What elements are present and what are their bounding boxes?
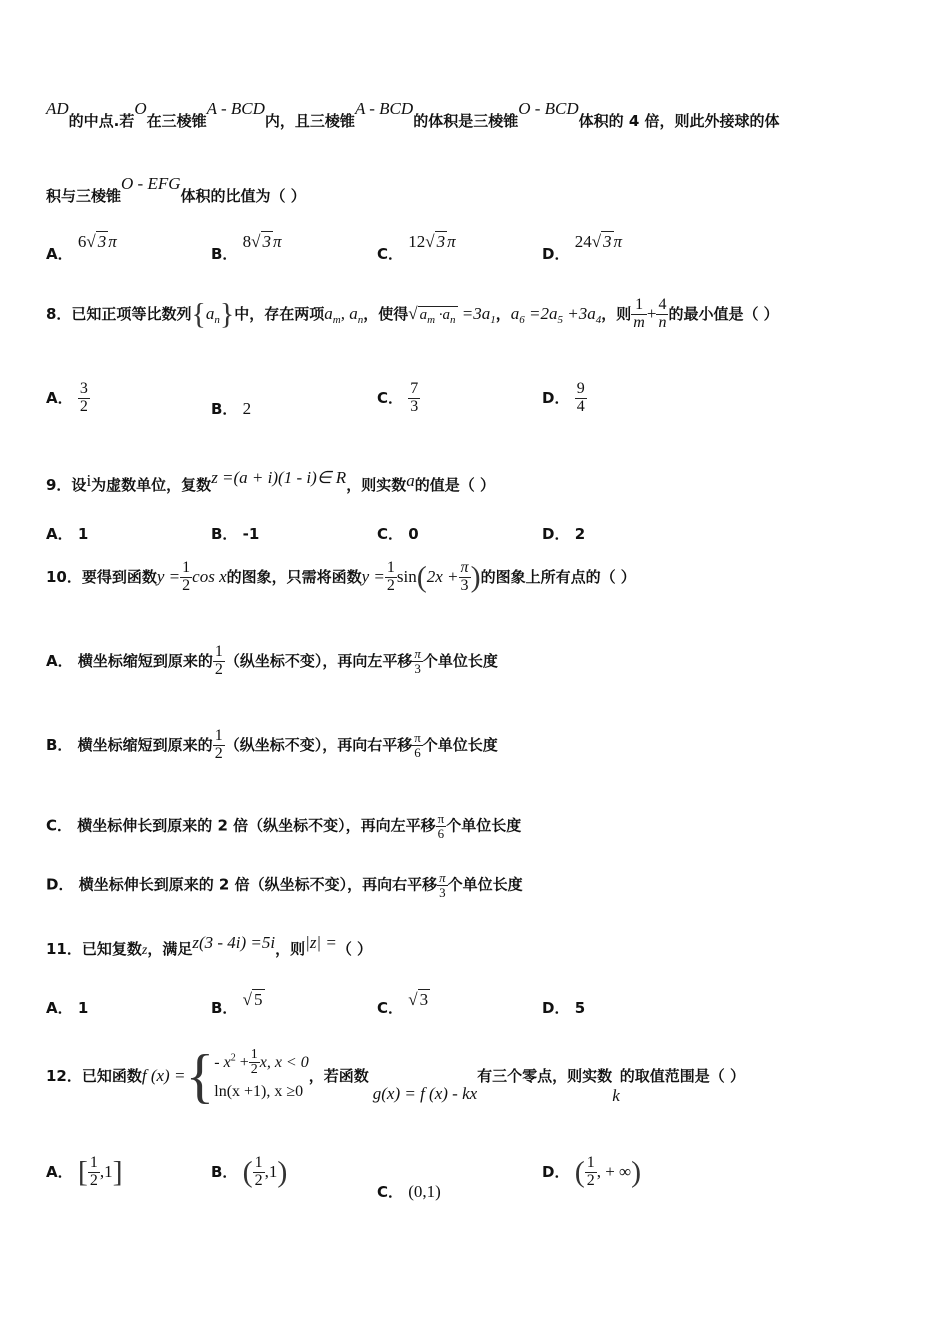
q7-option-c[interactable] xyxy=(377,232,456,264)
coef: 12 xyxy=(408,232,426,251)
q9-option-b[interactable] xyxy=(211,523,259,544)
denominator: 3 xyxy=(414,660,421,676)
option-value: √ 3 xyxy=(408,990,429,1009)
text: 10．要得到函数 xyxy=(46,567,157,586)
numerator: 1 xyxy=(586,1154,595,1171)
denominator: 2 xyxy=(89,1171,98,1189)
math-g: g(x) = f (x) - kx xyxy=(372,1084,478,1103)
fraction xyxy=(180,560,192,595)
q9-option-c[interactable] xyxy=(377,523,419,544)
radicand xyxy=(418,306,458,326)
numerator: 7 xyxy=(410,380,419,397)
option-value: (0,1) xyxy=(408,1182,441,1201)
math-oefg: O - EFG xyxy=(121,174,181,193)
option-value: -1 xyxy=(242,525,260,543)
math-sub: 4 xyxy=(595,313,602,326)
option-label: C． xyxy=(377,388,404,407)
pi: π xyxy=(108,232,117,251)
numerator: 1 xyxy=(214,643,223,660)
math: a xyxy=(510,303,520,323)
q10-stem xyxy=(46,560,636,595)
radicand: 3 xyxy=(97,232,107,251)
q12-option-a[interactable] xyxy=(46,1155,123,1190)
option-label: A． xyxy=(46,245,73,263)
bracket-right: ) xyxy=(277,1155,288,1189)
option-value: 5 xyxy=(574,999,586,1017)
math: f (x) = xyxy=(141,1066,186,1085)
fraction xyxy=(585,1155,597,1190)
option-value: √ 5 xyxy=(242,990,263,1009)
denominator: 2 xyxy=(250,1062,258,1078)
text: 横坐标伸长到原来的 2 倍（纵坐标不变），再向右平移 xyxy=(78,875,438,894)
fraction xyxy=(412,731,423,759)
option-value: 2 xyxy=(574,525,586,543)
option-label: A． xyxy=(46,525,73,543)
coef: 24 xyxy=(574,232,592,251)
math-z: z xyxy=(141,943,148,958)
option-label: A． xyxy=(46,651,73,670)
math: 2x + xyxy=(426,566,459,586)
option-label: B． xyxy=(211,245,238,263)
q8-option-d[interactable] xyxy=(542,381,587,416)
math-expr: z(3 - 4i) =5i xyxy=(192,933,276,952)
q11-option-b[interactable] xyxy=(211,990,265,1018)
option-label: B． xyxy=(211,999,238,1017)
q12-option-d[interactable] xyxy=(542,1155,641,1190)
numerator: 1 xyxy=(631,297,647,315)
denominator: 2 xyxy=(79,397,88,415)
numerator: 3 xyxy=(79,380,88,397)
math: ·a xyxy=(435,306,451,323)
denominator: n xyxy=(658,313,667,331)
denominator: 3 xyxy=(460,576,469,594)
text: ，则 xyxy=(275,940,306,958)
math-sub: 5 xyxy=(557,313,564,326)
option-label: A． xyxy=(46,1162,73,1181)
math-term: , a xyxy=(340,303,358,323)
text: 的图象，只需将函数 xyxy=(226,567,362,586)
q7-option-b[interactable] xyxy=(211,232,282,264)
text: 的中点.若 xyxy=(68,112,135,130)
text: 9．设 xyxy=(46,476,87,494)
text: 个单位长度 xyxy=(446,816,522,835)
bracket-left: [ xyxy=(77,1155,88,1189)
text: ， xyxy=(495,304,511,323)
paren-right: ) xyxy=(470,560,481,594)
fraction xyxy=(249,1048,260,1078)
denominator: 2 xyxy=(254,1171,263,1189)
numerator: 1 xyxy=(214,727,223,744)
numerator: π xyxy=(460,559,469,576)
option-label: C． xyxy=(377,525,404,543)
math: y = xyxy=(361,566,385,586)
fraction xyxy=(459,560,471,595)
q7-line2 xyxy=(46,174,306,206)
fraction xyxy=(631,297,647,332)
q11-option-a[interactable] xyxy=(46,997,88,1018)
option-label: B． xyxy=(211,400,238,418)
math-abcd: A - BCD xyxy=(206,99,265,118)
numerator: 9 xyxy=(576,380,585,397)
option-value: ,1 xyxy=(99,1161,113,1181)
fraction xyxy=(412,647,423,675)
q11-stem xyxy=(46,933,373,959)
q9-option-a[interactable] xyxy=(46,523,88,544)
fraction xyxy=(575,381,587,416)
text: 内，且三棱锥 xyxy=(264,112,355,130)
math-sub: m xyxy=(332,313,341,326)
numerator: π xyxy=(437,811,445,826)
q11-option-c[interactable] xyxy=(377,990,430,1018)
denominator: 2 xyxy=(182,576,191,594)
text: 的取值范围是（ ） xyxy=(619,1067,745,1085)
option-label: B． xyxy=(211,1162,238,1181)
math: a xyxy=(419,306,428,323)
text: 的值是（ ） xyxy=(414,476,495,494)
q11-option-d[interactable] xyxy=(542,997,585,1018)
option-value: 24√ 3 π xyxy=(574,232,623,251)
fraction xyxy=(88,1155,100,1190)
fraction xyxy=(213,644,225,679)
option-label: C． xyxy=(377,1183,404,1201)
denominator: 2 xyxy=(214,744,223,762)
numerator: 1 xyxy=(254,1154,263,1171)
bracket-left: ( xyxy=(574,1155,585,1189)
math: - x xyxy=(214,1053,231,1071)
text: （ ） xyxy=(336,940,373,958)
piecewise xyxy=(214,1048,308,1106)
math: + xyxy=(646,303,657,323)
denominator: 4 xyxy=(576,397,585,415)
math-seq: a xyxy=(205,303,215,323)
option-label: B． xyxy=(211,525,238,543)
q7-option-d[interactable] xyxy=(542,232,623,264)
math-sub: n xyxy=(214,313,220,326)
numerator: 1 xyxy=(386,559,395,576)
text: ，若函数 xyxy=(308,1067,369,1085)
brace: { xyxy=(185,1043,215,1109)
option-value: 2 xyxy=(242,399,252,418)
radicand: 3 xyxy=(262,232,272,251)
option-label: D． xyxy=(542,245,570,263)
text: 横坐标伸长到原来的 2 倍（纵坐标不变），再向左平移 xyxy=(77,816,436,835)
brace-right: } xyxy=(219,297,235,331)
option-value: 1 xyxy=(77,999,89,1017)
math-o: O xyxy=(134,99,147,118)
text: （纵坐标不变），再向右平移 xyxy=(224,735,413,754)
text: 体积的比值为（ ） xyxy=(180,187,306,205)
text: （纵坐标不变），再向左平移 xyxy=(224,651,413,670)
numerator: π xyxy=(439,870,446,885)
text: 8．已知正项等比数列 xyxy=(46,304,192,323)
math-sup: 2 xyxy=(230,1052,236,1064)
fraction xyxy=(437,871,448,899)
q8-option-a[interactable] xyxy=(46,381,90,416)
text: 12．已知函数 xyxy=(46,1067,142,1085)
math-term: a xyxy=(324,303,333,323)
bracket-right: ) xyxy=(631,1155,642,1189)
math: cos x xyxy=(192,566,227,586)
coef: 6 xyxy=(77,232,87,251)
math-sub: 1 xyxy=(490,313,496,326)
text: ，则 xyxy=(601,304,632,323)
option-label: C． xyxy=(46,816,73,835)
text: 在三棱锥 xyxy=(146,112,207,130)
option-value: , + ∞ xyxy=(596,1161,632,1181)
option-label: A． xyxy=(46,999,73,1017)
brace-left: { xyxy=(191,297,206,331)
option-label: C． xyxy=(377,999,404,1017)
q8-option-b[interactable] xyxy=(211,398,251,419)
fraction xyxy=(408,381,420,416)
q10-option-b[interactable] xyxy=(46,728,498,763)
fraction xyxy=(385,560,397,595)
text: 横坐标缩短到原来的 xyxy=(77,651,213,670)
option-label: B． xyxy=(46,735,73,754)
q7-line1 xyxy=(46,99,780,131)
fraction xyxy=(78,381,90,416)
math-expr: z =(a + i)(1 - i)∈ R xyxy=(211,468,347,487)
paren-left: ( xyxy=(416,560,427,594)
fraction xyxy=(656,297,668,332)
math: + xyxy=(235,1053,249,1071)
sqrt-sign: √ xyxy=(408,303,418,323)
denominator: 3 xyxy=(439,884,446,900)
case-1 xyxy=(214,1048,308,1078)
pi: π xyxy=(613,232,623,251)
math: sin xyxy=(396,566,417,586)
q8-stem xyxy=(46,297,779,332)
option-value: 0 xyxy=(408,525,419,543)
text: 横坐标缩短到原来的 xyxy=(77,735,213,754)
math-obcd: O - BCD xyxy=(518,99,579,118)
text: ，则实数 xyxy=(346,476,407,494)
math-a: a xyxy=(406,471,415,490)
math-abs: |z| = xyxy=(305,933,337,952)
text: 有三个零点，则实数 xyxy=(477,1067,613,1085)
fraction xyxy=(436,812,447,840)
numerator: 1 xyxy=(89,1154,98,1171)
math: =2a xyxy=(524,303,558,323)
q10-option-c[interactable] xyxy=(46,812,521,840)
text: 体积的 4 倍，则此外接球的体 xyxy=(578,112,780,130)
option-value: ,1 xyxy=(264,1161,278,1181)
q10-option-a[interactable] xyxy=(46,644,498,679)
text: 个单位长度 xyxy=(447,875,523,894)
case-2: ln(x +1), x ≥0 xyxy=(214,1083,304,1101)
option-label: C． xyxy=(377,245,404,263)
fraction xyxy=(253,1155,265,1190)
q9-stem xyxy=(46,468,495,495)
option-label: D． xyxy=(542,999,570,1017)
q7-option-a[interactable] xyxy=(46,232,117,264)
text: 的最小值是（ ） xyxy=(668,304,779,323)
denominator: 6 xyxy=(414,744,421,760)
numerator: 1 xyxy=(250,1046,258,1062)
q12-option-b[interactable] xyxy=(211,1155,287,1190)
q10-option-d[interactable] xyxy=(46,871,523,899)
math-i: i xyxy=(86,471,92,490)
math: =3a xyxy=(457,303,491,323)
text: 个单位长度 xyxy=(422,651,498,670)
numerator: π xyxy=(414,730,421,746)
denominator: m xyxy=(633,313,645,331)
q12-option-c[interactable] xyxy=(377,1181,441,1202)
radicand: 3 xyxy=(419,990,429,1009)
text: 中，存在两项 xyxy=(234,304,325,323)
text: 个单位长度 xyxy=(422,735,498,754)
radicand: 5 xyxy=(254,990,263,1009)
radicand: 3 xyxy=(603,232,612,251)
denominator: 2 xyxy=(214,660,223,678)
text: ，使得 xyxy=(363,304,409,323)
pi: π xyxy=(447,232,456,251)
denominator: 2 xyxy=(586,1171,595,1189)
math: x, x < 0 xyxy=(259,1053,309,1071)
option-value: 8√ 3 π xyxy=(242,232,282,251)
radicand: 3 xyxy=(436,232,446,251)
q8-option-c[interactable] xyxy=(377,381,420,416)
pi: π xyxy=(273,232,282,251)
text: 积与三棱锥 xyxy=(46,187,122,205)
option-label: D． xyxy=(46,875,74,894)
math: y = xyxy=(156,566,181,586)
text: ，满足 xyxy=(147,940,193,958)
text: 为虚数单位，复数 xyxy=(91,476,212,494)
text: 的图象上所有点的（ ） xyxy=(480,567,636,586)
option-value: 1 xyxy=(77,525,89,543)
denominator: 3 xyxy=(410,397,419,415)
math-k: k xyxy=(612,1086,620,1105)
option-label: D． xyxy=(542,525,570,543)
math-sub: n xyxy=(450,313,456,326)
math-abcd2: A - BCD xyxy=(354,99,414,118)
math-ad: AD xyxy=(46,99,69,118)
denominator: 6 xyxy=(437,825,445,841)
bracket-right: ] xyxy=(112,1155,123,1189)
math-sub: 6 xyxy=(519,313,525,326)
text: 11．已知复数 xyxy=(46,940,142,958)
option-label: A． xyxy=(46,388,73,407)
fraction xyxy=(213,728,225,763)
coef: 8 xyxy=(242,232,252,251)
math-sub: m xyxy=(427,313,436,326)
q9-option-d[interactable] xyxy=(542,523,585,544)
text: 的体积是三棱锥 xyxy=(413,112,519,130)
denominator: 2 xyxy=(386,576,395,594)
option-label: D． xyxy=(542,388,570,407)
bracket-left: ( xyxy=(242,1155,253,1189)
option-label: D． xyxy=(542,1162,570,1181)
math: +3a xyxy=(563,303,596,323)
numerator: π xyxy=(414,646,421,662)
option-value: 6√ 3 π xyxy=(77,232,117,251)
numerator: 4 xyxy=(658,296,667,313)
numerator: 1 xyxy=(182,559,191,576)
math-sub: n xyxy=(357,313,364,326)
option-value: 12√ 3 π xyxy=(408,232,456,251)
q12-stem xyxy=(46,1042,745,1111)
